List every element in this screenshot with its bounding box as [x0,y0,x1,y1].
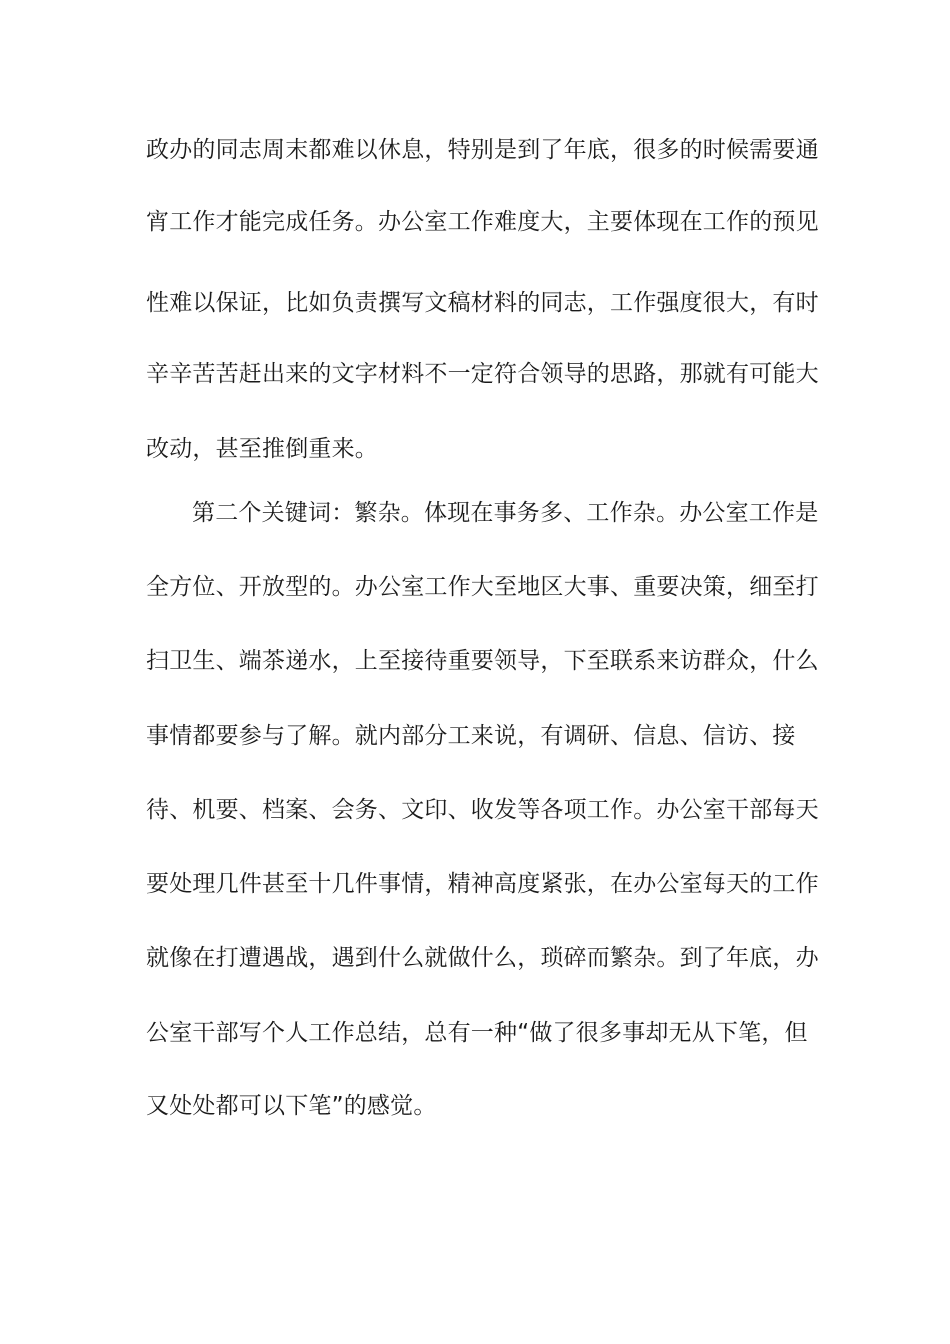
paragraph-start-line: 第二个关键词：繁杂。体现在事务多、工作杂。办公室工作是 [192,500,819,526]
text-line-4: 辛辛苦苦赶出来的文字材料不一定符合领导的思路，那就有可能大 [146,361,819,387]
text-line-2: 宵工作才能完成任务。办公室工作难度大，主要体现在工作的预见 [146,209,819,235]
text-line-7: 全方位、开放型的。办公室工作大至地区大事、重要决策，细至打 [146,574,819,600]
text-line-10: 待、机要、档案、会务、文印、收发等各项工作。办公室干部每天 [146,797,819,823]
text-line-11: 要处理几件甚至十几件事情，精神高度紧张，在办公室每天的工作 [146,871,819,897]
text-line-14: 又处处都可以下笔”的感觉。 [146,1093,437,1119]
text-line-5: 改动，甚至推倒重来。 [146,436,378,462]
text-line-13: 公室干部写个人工作总结，总有一种“做了很多事却无从下笔，但 [146,1020,808,1046]
text-line-9: 事情都要参与了解。就内部分工来说，有调研、信息、信访、接 [146,723,796,749]
text-line-3: 性难以保证，比如负责撰写文稿材料的同志，工作强度很大，有时 [146,290,819,316]
text-line-8: 扫卫生、端茶递水，上至接待重要领导，下至联系来访群众，什么 [146,648,819,674]
text-line-1: 政办的同志周末都难以休息，特别是到了年底，很多的时候需要通 [146,137,819,163]
text-line-12: 就像在打遭遇战，遇到什么就做什么，琐碎而繁杂。到了年底，办 [146,945,819,971]
